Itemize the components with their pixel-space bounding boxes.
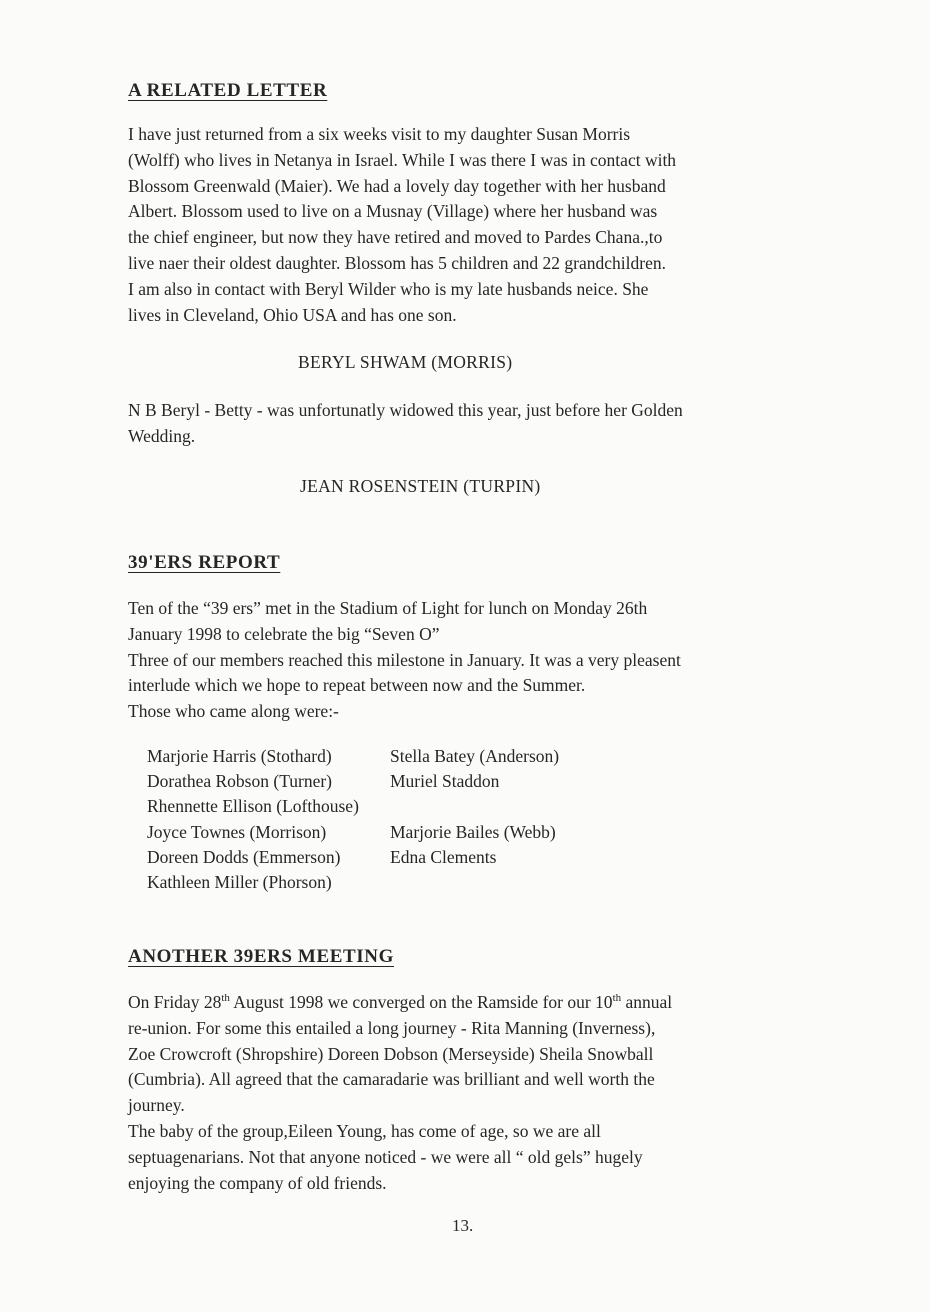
text-line: re-union. For some this entailed a long journey - Rita Manning (Inverness), [128, 1017, 656, 1038]
ordinal-suffix: th [612, 992, 622, 1005]
attendee-name: Rhennette Ellison (Lofthouse) [147, 796, 359, 817]
list-item [147, 744, 559, 769]
text-line: Ten of the “39 ers” met in the Stadium of Light for lunch on Monday 26th [128, 598, 648, 618]
list-item [147, 845, 559, 870]
text-line: Zoe Crowcroft (Shropshire) Doreen Dobson (Merseyside) Sheila Snowball [128, 1043, 654, 1064]
list-item [147, 769, 559, 794]
text-line: N B Beryl - Betty - was unfortunatly widowed this year, just before her Golden [128, 400, 683, 420]
attendee-list [147, 744, 559, 895]
attendee-name: Dorathea Robson (Turner) [147, 771, 333, 792]
attendee-name: Stella Batey (Anderson) [390, 746, 560, 766]
text-line: Blossom Greenwald (Maier). We had a lovely day together with her husband [128, 175, 666, 196]
attendee-name: Marjorie Bailes (Webb) [390, 821, 556, 842]
39ers-report-paragraph [128, 596, 808, 725]
attendee-name: Muriel Staddon [390, 771, 500, 792]
text-line: (Wolff) who lives in Netanya in Israel. While I was there I was in contact with [128, 149, 677, 170]
list-item [147, 794, 559, 819]
text-fragment: August 1998 we converged on the Ramside for our 10 [229, 992, 613, 1012]
page-number: 13. [452, 1216, 474, 1235]
heading-39ers-report: 39'ERS REPORT [128, 552, 281, 573]
text-line: the chief engineer, but now they have retired and moved to Pardes Chana.,to [128, 227, 663, 248]
text-line [128, 990, 808, 1016]
text-line: lives in Cleveland, Ohio USA and has one son. [128, 304, 457, 325]
text-line: live naer their oldest daughter. Blossom has 5 children and 22 grandchildren. [128, 252, 666, 273]
text-fragment: On Friday 28 [128, 992, 222, 1012]
signature-jean-rosenstein: JEAN ROSENSTEIN (TURPIN) [300, 476, 541, 496]
attendee-name: Edna Clements [390, 846, 497, 867]
heading-related-letter: A RELATED LETTER [128, 80, 328, 101]
attendee-name: Joyce Townes (Morrison) [147, 821, 327, 842]
text-line: Three of our members reached this milestone in January. It was a very pleasent [128, 649, 681, 670]
text-line: septuagenarians. Not that anyone noticed - we were all “ old gels” hugely [128, 1146, 643, 1167]
text-line: enjoying the company of old friends. [128, 1172, 387, 1193]
list-item [147, 870, 559, 895]
heading-another-39ers-meeting: ANOTHER 39ERS MEETING [128, 946, 394, 967]
text-line: I have just returned from a six weeks visit to my daughter Susan Morris [128, 124, 631, 144]
ordinal-suffix: th [221, 992, 230, 1005]
text-line: The baby of the group,Eileen Young, has come of age, so we are all [128, 1120, 601, 1141]
another-meeting-paragraph [128, 990, 808, 1196]
text-line: (Cumbria). All agreed that the camaradarie was brilliant and well worth the [128, 1069, 655, 1090]
text-line: journey. [128, 1095, 185, 1116]
attendee-name: Kathleen Miller (Phorson) [147, 872, 332, 893]
text-line: Those who came along were:- [128, 701, 339, 722]
nb-note-paragraph [128, 398, 808, 450]
text-line: I am also in contact with Beryl Wilder who is my late husbands neice. She [128, 278, 649, 299]
signature-beryl-shwam: BERYL SHWAM (MORRIS) [298, 352, 513, 372]
attendee-name: Marjorie Harris (Stothard) [147, 746, 332, 766]
text-line: interlude which we hope to repeat between now and the Summer. [128, 675, 586, 696]
text-line: Wedding. [128, 425, 196, 446]
text-line: Albert. Blossom used to live on a Musnay (Village) where her husband was [128, 201, 658, 222]
list-item [147, 820, 559, 845]
text-line: January 1998 to celebrate the big “Seven O” [128, 623, 440, 644]
text-fragment: annual [621, 992, 673, 1012]
related-letter-paragraph [128, 122, 808, 328]
attendee-name: Doreen Dodds (Emmerson) [147, 846, 341, 867]
